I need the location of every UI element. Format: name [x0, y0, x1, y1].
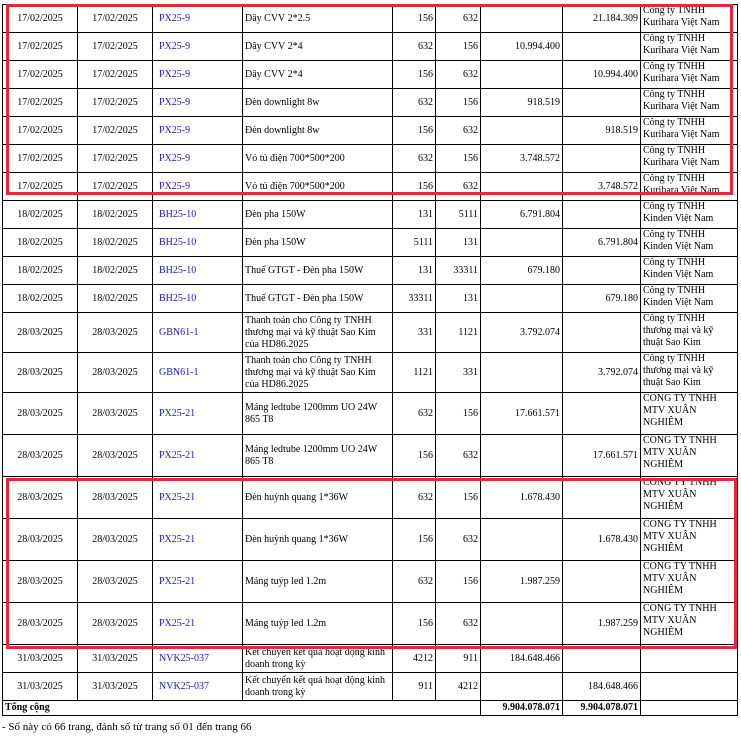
row-credit-amount: 3.792.074	[563, 353, 641, 393]
row-date: 28/03/2025	[3, 313, 78, 353]
row-credit-amount: 3.748.572	[563, 173, 641, 201]
row-credit-account: 632	[436, 435, 481, 477]
row-counterparty: CÔNG TY TNHH MTV XUÂN NGHIÊM	[641, 519, 738, 561]
row-date: 17/02/2025	[3, 5, 78, 33]
row-credit-amount	[563, 201, 641, 229]
row-doc-number[interactable]: PX25-21	[153, 435, 243, 477]
row-debit-account: 131	[393, 201, 436, 229]
row-debit-account: 331	[393, 313, 436, 353]
table-row	[3, 393, 738, 435]
row-doc-number[interactable]: PX25-21	[153, 477, 243, 519]
row-debit-amount: 1.678.430	[481, 477, 563, 519]
row-credit-amount	[563, 33, 641, 61]
row-date: 17/02/2025	[3, 61, 78, 89]
row-counterparty: Công ty TNHH Kurihara Việt Nam	[641, 33, 738, 61]
row-debit-amount: 679.180	[481, 257, 563, 285]
table-row	[3, 117, 738, 145]
row-credit-amount	[563, 645, 641, 673]
row-counterparty: Công ty TNHH thương mại và kỹ thuật Sao Kim	[641, 313, 738, 353]
row-doc-date: 28/03/2025	[78, 353, 153, 393]
row-credit-amount	[563, 89, 641, 117]
row-date: 28/03/2025	[3, 435, 78, 477]
row-date: 17/02/2025	[3, 33, 78, 61]
row-date: 28/03/2025	[3, 603, 78, 645]
row-counterparty: Công ty TNHH Kurihara Việt Nam	[641, 117, 738, 145]
row-date: 18/02/2025	[3, 257, 78, 285]
row-credit-account: 33311	[436, 257, 481, 285]
table-row	[3, 257, 738, 285]
row-debit-amount	[481, 603, 563, 645]
row-credit-account: 632	[436, 519, 481, 561]
row-doc-date: 28/03/2025	[78, 313, 153, 353]
row-counterparty	[641, 673, 738, 701]
row-credit-account: 632	[436, 173, 481, 201]
row-credit-amount: 10.994.400	[563, 61, 641, 89]
row-debit-amount: 17.661.571	[481, 393, 563, 435]
row-date: 17/02/2025	[3, 173, 78, 201]
row-credit-account: 331	[436, 353, 481, 393]
row-doc-number[interactable]: PX25-21	[153, 561, 243, 603]
row-counterparty: CÔNG TY TNHH MTV XUÂN NGHIÊM	[641, 393, 738, 435]
row-credit-amount: 6.791.804	[563, 229, 641, 257]
table-row	[3, 435, 738, 477]
row-credit-account: 156	[436, 89, 481, 117]
row-counterparty: CÔNG TY TNHH MTV XUÂN NGHIÊM	[641, 477, 738, 519]
row-credit-amount	[563, 477, 641, 519]
row-description: Thuế GTGT - Đèn pha 150W	[243, 285, 393, 313]
row-doc-number[interactable]: PX25-9	[153, 173, 243, 201]
row-description: Đèn pha 150W	[243, 229, 393, 257]
row-description: Máng ledtube 1200mm UO 24W 865 T8	[243, 435, 393, 477]
row-debit-amount	[481, 435, 563, 477]
row-credit-amount	[563, 257, 641, 285]
row-counterparty: CÔNG TY TNHH MTV XUÂN NGHIÊM	[641, 603, 738, 645]
row-debit-account: 156	[393, 603, 436, 645]
row-doc-date: 18/02/2025	[78, 257, 153, 285]
row-doc-date: 17/02/2025	[78, 173, 153, 201]
row-debit-account: 156	[393, 173, 436, 201]
row-doc-date: 31/03/2025	[78, 673, 153, 701]
row-counterparty: Công ty TNHH thương mại và kỹ thuật Sao Kim	[641, 353, 738, 393]
row-doc-date: 18/02/2025	[78, 229, 153, 257]
table-row	[3, 145, 738, 173]
row-credit-account: 911	[436, 645, 481, 673]
row-description: Thuế GTGT - Đèn pha 150W	[243, 257, 393, 285]
row-debit-account: 632	[393, 393, 436, 435]
row-debit-amount: 1.987.259	[481, 561, 563, 603]
row-doc-date: 18/02/2025	[78, 285, 153, 313]
row-credit-amount: 918.519	[563, 117, 641, 145]
table-row	[3, 89, 738, 117]
row-credit-amount	[563, 313, 641, 353]
row-date: 17/02/2025	[3, 89, 78, 117]
row-debit-amount	[481, 519, 563, 561]
row-description: Vỏ tủ điện 700*500*200	[243, 173, 393, 201]
row-counterparty: Công ty TNHH Kurihara Việt Nam	[641, 89, 738, 117]
row-counterparty: Công ty TNHH Kurihara Việt Nam	[641, 61, 738, 89]
row-doc-number[interactable]: PX25-21	[153, 519, 243, 561]
row-credit-account: 632	[436, 603, 481, 645]
row-doc-number[interactable]: BH25-10	[153, 257, 243, 285]
row-date: 28/03/2025	[3, 477, 78, 519]
row-doc-date: 28/03/2025	[78, 393, 153, 435]
row-debit-amount	[481, 673, 563, 701]
row-doc-number[interactable]: NVK25-037	[153, 645, 243, 673]
row-credit-amount	[563, 561, 641, 603]
row-doc-number[interactable]: PX25-9	[153, 5, 243, 33]
row-doc-date: 28/03/2025	[78, 561, 153, 603]
row-description: Dây CVV 2*4	[243, 33, 393, 61]
table-row	[3, 173, 738, 201]
ledger-table	[2, 4, 738, 716]
row-description: Máng tuýp led 1.2m	[243, 603, 393, 645]
row-doc-date: 28/03/2025	[78, 519, 153, 561]
row-debit-amount	[481, 117, 563, 145]
row-debit-amount	[481, 285, 563, 313]
row-credit-account: 156	[436, 477, 481, 519]
row-counterparty: Công ty TNHH Kinden Việt Nam	[641, 201, 738, 229]
row-description: Dây CVV 2*2.5	[243, 5, 393, 33]
row-credit-amount: 679.180	[563, 285, 641, 313]
row-debit-account: 632	[393, 561, 436, 603]
row-date: 18/02/2025	[3, 229, 78, 257]
row-credit-account: 1121	[436, 313, 481, 353]
row-debit-account: 632	[393, 33, 436, 61]
row-debit-amount	[481, 229, 563, 257]
row-credit-amount: 17.661.571	[563, 435, 641, 477]
row-credit-account: 131	[436, 285, 481, 313]
row-counterparty: Công ty TNHH Kurihara Việt Nam	[641, 5, 738, 33]
row-description: Đèn pha 150W	[243, 201, 393, 229]
table-row	[3, 519, 738, 561]
row-debit-account: 632	[393, 145, 436, 173]
row-debit-account: 131	[393, 257, 436, 285]
row-credit-amount: 1.987.259	[563, 603, 641, 645]
row-description: Thanh toán cho Công ty TNHH thương mại và kỹ thuật Sao Kim của HD86.2025	[243, 353, 393, 393]
total-credit: 9.904.078.071	[563, 701, 641, 716]
table-row	[3, 201, 738, 229]
row-date: 18/02/2025	[3, 201, 78, 229]
row-description: Kết chuyển kết quả hoạt động kinh doanh trong kỳ	[243, 673, 393, 701]
total-label: Tổng cộng	[3, 701, 481, 716]
row-doc-number[interactable]: GBN61-1	[153, 313, 243, 353]
row-doc-number[interactable]: PX25-9	[153, 117, 243, 145]
row-doc-date: 17/02/2025	[78, 145, 153, 173]
row-credit-amount: 21.184.309	[563, 5, 641, 33]
row-debit-amount: 10.994.400	[481, 33, 563, 61]
row-counterparty: Công ty TNHH Kinden Việt Nam	[641, 229, 738, 257]
row-doc-date: 17/02/2025	[78, 89, 153, 117]
row-debit-amount: 3.748.572	[481, 145, 563, 173]
row-debit-amount: 3.792.074	[481, 313, 563, 353]
row-debit-account: 632	[393, 89, 436, 117]
row-debit-account: 156	[393, 5, 436, 33]
row-credit-account: 632	[436, 61, 481, 89]
row-counterparty	[641, 645, 738, 673]
row-debit-amount: 184.648.466	[481, 645, 563, 673]
row-credit-amount	[563, 145, 641, 173]
row-debit-account: 33311	[393, 285, 436, 313]
row-doc-number[interactable]: BH25-10	[153, 229, 243, 257]
row-date: 17/02/2025	[3, 117, 78, 145]
row-doc-number[interactable]: PX25-9	[153, 61, 243, 89]
row-doc-date: 31/03/2025	[78, 645, 153, 673]
row-date: 31/03/2025	[3, 673, 78, 701]
row-doc-number[interactable]: BH25-10	[153, 285, 243, 313]
row-debit-account: 156	[393, 61, 436, 89]
row-description: Đèn downlight 8w	[243, 89, 393, 117]
row-doc-date: 18/02/2025	[78, 201, 153, 229]
row-description: Đèn huỳnh quang 1*36W	[243, 519, 393, 561]
table-row	[3, 285, 738, 313]
row-credit-account: 5111	[436, 201, 481, 229]
row-doc-date: 17/02/2025	[78, 5, 153, 33]
table-row	[3, 477, 738, 519]
row-debit-amount	[481, 61, 563, 89]
table-row	[3, 313, 738, 353]
row-counterparty: CÔNG TY TNHH MTV XUÂN NGHIÊM	[641, 561, 738, 603]
row-doc-date: 28/03/2025	[78, 435, 153, 477]
footnote: - Sổ này có 66 trang, đánh số từ trang số 01 đến trang 66	[2, 721, 252, 733]
table-row	[3, 5, 738, 33]
row-doc-date: 17/02/2025	[78, 33, 153, 61]
row-doc-number[interactable]: BH25-10	[153, 201, 243, 229]
row-date: 28/03/2025	[3, 393, 78, 435]
row-debit-amount	[481, 5, 563, 33]
total-row	[3, 701, 738, 716]
row-doc-date: 28/03/2025	[78, 477, 153, 519]
row-debit-account: 632	[393, 477, 436, 519]
row-description: Đèn huỳnh quang 1*36W	[243, 477, 393, 519]
row-debit-amount: 918.519	[481, 89, 563, 117]
row-debit-amount	[481, 173, 563, 201]
row-date: 28/03/2025	[3, 561, 78, 603]
row-doc-number[interactable]: GBN61-1	[153, 353, 243, 393]
row-date: 17/02/2025	[3, 145, 78, 173]
row-debit-account: 1121	[393, 353, 436, 393]
row-doc-date: 17/02/2025	[78, 117, 153, 145]
row-date: 31/03/2025	[3, 645, 78, 673]
table-row	[3, 61, 738, 89]
row-debit-account: 156	[393, 117, 436, 145]
row-debit-account: 5111	[393, 229, 436, 257]
row-description: Thanh toán cho Công ty TNHH thương mại và kỹ thuật Sao Kim của HD86.2025	[243, 313, 393, 353]
row-credit-account: 156	[436, 393, 481, 435]
row-debit-account: 156	[393, 435, 436, 477]
table-row	[3, 229, 738, 257]
table-row	[3, 561, 738, 603]
row-debit-account: 911	[393, 673, 436, 701]
table-row	[3, 673, 738, 701]
row-credit-amount: 184.648.466	[563, 673, 641, 701]
row-date: 18/02/2025	[3, 285, 78, 313]
table-row	[3, 645, 738, 673]
row-description: Vỏ tủ điện 700*500*200	[243, 145, 393, 173]
row-credit-account: 131	[436, 229, 481, 257]
row-doc-number[interactable]: PX25-21	[153, 603, 243, 645]
row-counterparty: Công ty TNHH Kurihara Việt Nam	[641, 145, 738, 173]
row-counterparty: Công ty TNHH Kurihara Việt Nam	[641, 173, 738, 201]
row-debit-amount	[481, 353, 563, 393]
row-doc-number[interactable]: PX25-9	[153, 89, 243, 117]
row-date: 28/03/2025	[3, 519, 78, 561]
row-doc-date: 28/03/2025	[78, 603, 153, 645]
row-counterparty: CÔNG TY TNHH MTV XUÂN NGHIÊM	[641, 435, 738, 477]
row-credit-amount	[563, 393, 641, 435]
row-doc-number[interactable]: NVK25-037	[153, 673, 243, 701]
table-row	[3, 33, 738, 61]
total-debit: 9.904.078.071	[481, 701, 563, 716]
table-row	[3, 603, 738, 645]
row-description: Kết chuyển kết quả hoạt động kinh doanh trong kỳ	[243, 645, 393, 673]
row-doc-number[interactable]: PX25-9	[153, 33, 243, 61]
row-credit-account: 156	[436, 561, 481, 603]
row-doc-date: 17/02/2025	[78, 61, 153, 89]
row-credit-account: 156	[436, 33, 481, 61]
row-credit-amount: 1.678.430	[563, 519, 641, 561]
table-row	[3, 353, 738, 393]
row-description: Dây CVV 2*4	[243, 61, 393, 89]
row-doc-number[interactable]: PX25-21	[153, 393, 243, 435]
row-credit-account: 156	[436, 145, 481, 173]
row-counterparty: Công ty TNHH Kinden Việt Nam	[641, 285, 738, 313]
row-description: Máng tuýp led 1.2m	[243, 561, 393, 603]
row-date: 28/03/2025	[3, 353, 78, 393]
row-description: Máng ledtube 1200mm UO 24W 865 T8	[243, 393, 393, 435]
ledger-body	[3, 5, 738, 716]
row-credit-account: 632	[436, 117, 481, 145]
row-counterparty: Công ty TNHH Kinden Việt Nam	[641, 257, 738, 285]
row-credit-account: 4212	[436, 673, 481, 701]
row-debit-account: 4212	[393, 645, 436, 673]
row-debit-amount: 6.791.804	[481, 201, 563, 229]
row-description: Đèn downlight 8w	[243, 117, 393, 145]
row-doc-number[interactable]: PX25-9	[153, 145, 243, 173]
total-empty	[641, 701, 738, 716]
row-credit-account: 632	[436, 5, 481, 33]
row-debit-account: 156	[393, 519, 436, 561]
